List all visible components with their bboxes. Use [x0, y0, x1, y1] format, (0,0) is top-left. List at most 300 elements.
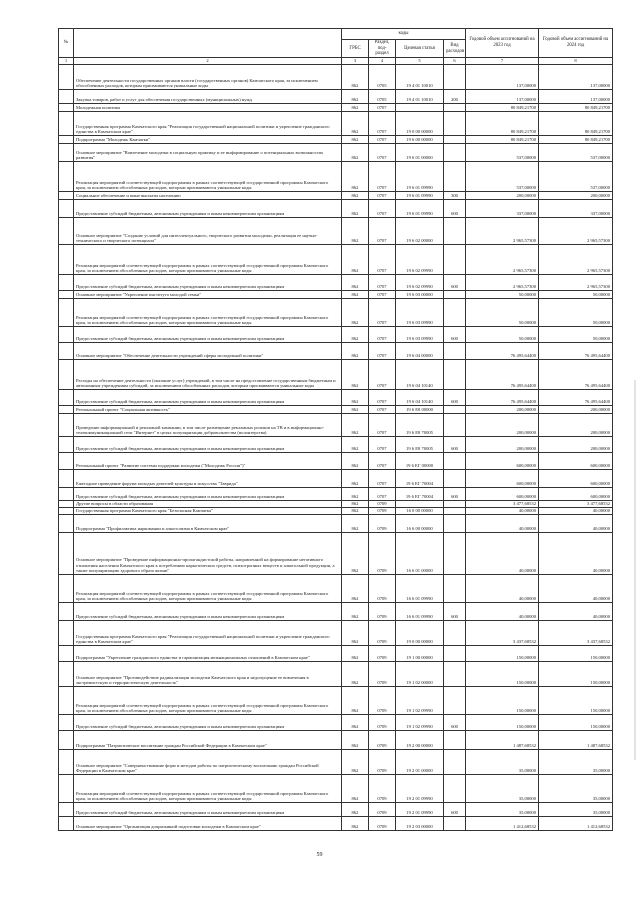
- row-target-cell: 19 6 04 00000: [396, 343, 444, 360]
- row-target-cell: 19 2 01 00000: [396, 750, 444, 775]
- row-kind-cell: 300: [444, 192, 466, 200]
- row-number-cell: [59, 299, 74, 327]
- row-sum-2024-cell: 600,00000: [539, 488, 613, 501]
- table-row: [59, 275, 613, 291]
- table-row: [59, 453, 613, 470]
- row-name-cell: Основное мероприятие "Организация допризывной подготовки молодежи в Камчатском крае": [74, 817, 342, 831]
- row-number-cell: [59, 662, 74, 687]
- row-sum-2023-cell: 200,00000: [466, 406, 539, 414]
- col-grbs-header: ГРБС: [342, 40, 369, 58]
- row-target-cell: 19 2 01 09990: [396, 775, 444, 803]
- row-kind-cell: [444, 112, 466, 136]
- row-sum-2024-cell: 3 477,68532: [539, 501, 613, 508]
- row-number-cell: [59, 437, 74, 453]
- row-sum-2023-cell: 50,00000: [466, 299, 539, 327]
- row-section-cell: 0707: [369, 360, 396, 390]
- table-row: [59, 192, 613, 200]
- row-grbs-cell: 862: [342, 750, 369, 775]
- row-sum-2024-cell: 40,00000: [539, 533, 613, 575]
- row-name-cell: Молодежная политика: [74, 104, 342, 112]
- row-target-cell: 19 6 Е8 70005: [396, 437, 444, 453]
- row-kind-cell: 600: [444, 327, 466, 343]
- table-row: [59, 646, 613, 662]
- row-sum-2024-cell: 137,00000: [539, 90, 613, 104]
- row-target-cell: 16 6 01 09990: [396, 575, 444, 603]
- row-sum-2023-cell: 137,00000: [466, 90, 539, 104]
- row-section-cell: 0707: [369, 218, 396, 245]
- row-number-cell: [59, 136, 74, 144]
- row-sum-2024-cell: 40,00000: [539, 508, 613, 515]
- table-row: [59, 603, 613, 621]
- row-sum-2024-cell: 40,00000: [539, 575, 613, 603]
- row-sum-2024-cell: 2 965,57300: [539, 245, 613, 275]
- row-kind-cell: [444, 291, 466, 299]
- row-number-cell: [59, 343, 74, 360]
- table-row: [59, 501, 613, 508]
- row-grbs-cell: 862: [342, 687, 369, 715]
- table-row: [59, 390, 613, 406]
- row-sum-2023-cell: 3 437,68532: [466, 621, 539, 646]
- row-sum-2023-cell: 76 495,64400: [466, 390, 539, 406]
- col-number: 1: [59, 58, 74, 65]
- row-target-cell: 19 2 00 00000: [396, 731, 444, 750]
- table-row: [59, 136, 613, 144]
- row-sum-2024-cell: 600,00000: [539, 470, 613, 488]
- row-grbs-cell: 862: [342, 200, 369, 218]
- row-name-cell: Основное мероприятие "Создание условий для интеллектуального, творческого развития молодежи, реализация ее научно-технического и творческого потенциала": [74, 218, 342, 245]
- row-sum-2024-cell: 40,00000: [539, 603, 613, 621]
- row-target-cell: 19 6 02 09990: [396, 275, 444, 291]
- row-name-cell: Региональный проект "Социальная активность": [74, 406, 342, 414]
- row-grbs-cell: 862: [342, 575, 369, 603]
- table-row: [59, 200, 613, 218]
- row-kind-cell: [444, 515, 466, 533]
- row-sum-2024-cell: 1 487,68532: [539, 731, 613, 750]
- row-grbs-cell: 862: [342, 90, 369, 104]
- row-kind-cell: 600: [444, 603, 466, 621]
- row-sum-2023-cell: 1 412,68532: [466, 817, 539, 831]
- row-sum-2023-cell: 3 477,68532: [466, 501, 539, 508]
- row-grbs-cell: 862: [342, 162, 369, 192]
- table-row: [59, 144, 613, 162]
- row-grbs-cell: 862: [342, 192, 369, 200]
- row-target-cell: 16 6 00 00000: [396, 515, 444, 533]
- row-name-cell: Предоставление субсидий бюджетным, автономным учреждениям и иным некоммерческим организациям: [74, 437, 342, 453]
- row-sum-2024-cell: 200,00000: [539, 414, 613, 437]
- row-name-cell: Государственная программа Камчатского края "Безопасная Камчатка": [74, 508, 342, 515]
- row-number-cell: [59, 488, 74, 501]
- row-target-cell: [396, 104, 444, 112]
- row-sum-2023-cell: 150,00000: [466, 646, 539, 662]
- row-number-cell: [59, 687, 74, 715]
- row-kind-cell: [444, 646, 466, 662]
- row-target-cell: 19 2 03 00000: [396, 817, 444, 831]
- col-2023-header: Годовой объем ассигнований на 2023 год: [466, 29, 539, 58]
- row-sum-2024-cell: 80 849,21700: [539, 136, 613, 144]
- row-sum-2023-cell: 40,00000: [466, 575, 539, 603]
- row-sum-2023-cell: 80 849,21700: [466, 112, 539, 136]
- row-number-cell: [59, 192, 74, 200]
- col-num-header: №: [59, 29, 74, 58]
- col-target-header: Целевая статья: [396, 40, 444, 58]
- row-kind-cell: [444, 501, 466, 508]
- row-sum-2023-cell: 50,00000: [466, 327, 539, 343]
- row-name-cell: Предоставление субсидий бюджетным, автономным учреждениям и иным некоммерческим организациям: [74, 200, 342, 218]
- row-number-cell: [59, 291, 74, 299]
- row-sum-2024-cell: 50,00000: [539, 299, 613, 327]
- budget-table: [58, 28, 613, 831]
- row-name-cell: Предоставление субсидий бюджетным, автономным учреждениям и иным некоммерческим организациям: [74, 715, 342, 731]
- row-target-cell: 19 6 04 10140: [396, 390, 444, 406]
- row-section-cell: 0709: [369, 621, 396, 646]
- row-target-cell: 19 6 ЕГ 70004: [396, 488, 444, 501]
- row-grbs-cell: 862: [342, 662, 369, 687]
- row-name-cell: Основное мероприятие "Противодействие радикализации молодежи Камчатского края и недопущение ее вовлечения в экстремистскую и террористическую деятельность": [74, 662, 342, 687]
- row-sum-2023-cell: 600,00000: [466, 488, 539, 501]
- row-grbs-cell: 862: [342, 291, 369, 299]
- table-row: [59, 803, 613, 817]
- row-kind-cell: [444, 470, 466, 488]
- table-row: [59, 291, 613, 299]
- row-kind-cell: [444, 621, 466, 646]
- row-grbs-cell: 862: [342, 406, 369, 414]
- row-sum-2023-cell: 35,00000: [466, 750, 539, 775]
- document-page: [58, 28, 612, 831]
- row-number-cell: [59, 646, 74, 662]
- row-number-cell: [59, 218, 74, 245]
- row-sum-2023-cell: 600,00000: [466, 470, 539, 488]
- row-number-cell: [59, 162, 74, 192]
- row-kind-cell: [444, 343, 466, 360]
- row-target-cell: 19 6 Е8 00000: [396, 406, 444, 414]
- row-target-cell: 19 6 03 00000: [396, 291, 444, 299]
- row-number-cell: [59, 715, 74, 731]
- row-grbs-cell: 862: [342, 360, 369, 390]
- row-number-cell: [59, 390, 74, 406]
- row-section-cell: 0707: [369, 343, 396, 360]
- row-section-cell: 0707: [369, 200, 396, 218]
- table-row: [59, 817, 613, 831]
- row-kind-cell: 600: [444, 390, 466, 406]
- table-row: [59, 414, 613, 437]
- table-row: [59, 515, 613, 533]
- row-section-cell: 0707: [369, 470, 396, 488]
- row-number-cell: [59, 104, 74, 112]
- row-name-cell: Ежегодное проведение форума молодых деятелей культуры и искусства "Таврида": [74, 470, 342, 488]
- row-section-cell: 0707: [369, 327, 396, 343]
- row-sum-2023-cell: 40,00000: [466, 515, 539, 533]
- row-section-cell: 0709: [369, 803, 396, 817]
- row-kind-cell: [444, 508, 466, 515]
- row-grbs-cell: 862: [342, 715, 369, 731]
- col-number: 5: [396, 58, 444, 65]
- row-target-cell: 19 6 01 09990: [396, 200, 444, 218]
- row-number-cell: [59, 453, 74, 470]
- row-section-cell: 0707: [369, 275, 396, 291]
- row-kind-cell: [444, 104, 466, 112]
- row-sum-2024-cell: 150,00000: [539, 662, 613, 687]
- row-grbs-cell: 862: [342, 508, 369, 515]
- row-section-cell: 0707: [369, 104, 396, 112]
- row-number-cell: [59, 414, 74, 437]
- row-name-cell: Основное мероприятие "Проведение информационно-пропагандистской работы, направленной на формирование негативного отношения населения Камчатского края к потреблению наркотических средств, психотропных веществ и алкогольной продукции, а также популяризацию здорового образа жизни": [74, 533, 342, 575]
- row-number-cell: [59, 603, 74, 621]
- row-section-cell: 0709: [369, 662, 396, 687]
- row-sum-2023-cell: 200,00000: [466, 414, 539, 437]
- row-sum-2024-cell: 35,00000: [539, 803, 613, 817]
- row-target-cell: 19 4 01 10010: [396, 65, 444, 90]
- col-number: 6: [444, 58, 466, 65]
- row-sum-2023-cell: 40,00000: [466, 533, 539, 575]
- col-section-header: Раздел, под-раздел: [369, 40, 396, 58]
- row-grbs-cell: 862: [342, 470, 369, 488]
- row-target-cell: 19 1 02 09990: [396, 715, 444, 731]
- row-section-cell: 0705: [369, 65, 396, 90]
- row-sum-2023-cell: 600,00000: [466, 453, 539, 470]
- row-kind-cell: [444, 817, 466, 831]
- row-grbs-cell: 862: [342, 453, 369, 470]
- row-name-cell: Реализация мероприятий соответствующей подпрограммы в рамках соответствующей государственной программы Камчатского края, за исключением обособленных расходов, которым присваиваются уникальные коды: [74, 687, 342, 715]
- row-name-cell: Основное мероприятие "Обеспечение деятельности учреждений сферы молодежной политики": [74, 343, 342, 360]
- table-row: [59, 715, 613, 731]
- row-grbs-cell: 862: [342, 299, 369, 327]
- row-sum-2024-cell: 2 965,57300: [539, 275, 613, 291]
- row-number-cell: [59, 750, 74, 775]
- row-target-cell: 19 1 02 00000: [396, 662, 444, 687]
- row-section-cell: 0707: [369, 162, 396, 192]
- row-name-cell: Государственная программа Камчатского края "Реализация государственной национальной политики и укрепление гражданского единства в Камчатском крае": [74, 621, 342, 646]
- row-sum-2024-cell: 1 412,68532: [539, 817, 613, 831]
- table-row: [59, 218, 613, 245]
- row-target-cell: 19 1 02 09990: [396, 687, 444, 715]
- row-sum-2023-cell: 50,00000: [466, 291, 539, 299]
- row-name-cell: Подпрограмма "Профилактика наркомании и алкоголизма в Камчатском крае": [74, 515, 342, 533]
- row-sum-2023-cell: 150,00000: [466, 715, 539, 731]
- row-section-cell: 0709: [369, 508, 396, 515]
- row-target-cell: 19 6 00 00000: [396, 136, 444, 144]
- row-name-cell: Предоставление субсидий бюджетным, автономным учреждениям и иным некоммерческим организациям: [74, 390, 342, 406]
- row-sum-2024-cell: 600,00000: [539, 453, 613, 470]
- col-2024-header: Годовой объем ассигнований на 2024 год: [539, 29, 613, 58]
- row-number-cell: [59, 245, 74, 275]
- row-sum-2023-cell: 200,00000: [466, 437, 539, 453]
- row-grbs-cell: 862: [342, 104, 369, 112]
- row-name-cell: Основное мероприятие "Укрепление института молодой семьи": [74, 291, 342, 299]
- row-section-cell: 0709: [369, 775, 396, 803]
- row-grbs-cell: 862: [342, 803, 369, 817]
- row-number-cell: [59, 508, 74, 515]
- row-sum-2023-cell: 537,00000: [466, 144, 539, 162]
- row-sum-2024-cell: 200,00000: [539, 406, 613, 414]
- row-grbs-cell: 862: [342, 390, 369, 406]
- row-sum-2024-cell: 337,00000: [539, 200, 613, 218]
- row-number-cell: [59, 515, 74, 533]
- table-row: [59, 437, 613, 453]
- row-section-cell: 0707: [369, 390, 396, 406]
- row-section-cell: 0707: [369, 437, 396, 453]
- codes-header: коды: [342, 29, 466, 40]
- table-row: [59, 488, 613, 501]
- row-grbs-cell: 862: [342, 775, 369, 803]
- table-row: [59, 575, 613, 603]
- row-kind-cell: [444, 731, 466, 750]
- row-section-cell: 0709: [369, 731, 396, 750]
- row-sum-2023-cell: 150,00000: [466, 687, 539, 715]
- row-number-cell: [59, 803, 74, 817]
- row-section-cell: 0707: [369, 112, 396, 136]
- row-kind-cell: [444, 687, 466, 715]
- row-name-cell: Закупка товаров, работ и услуг для обеспечения государственных (муниципальных) нужд: [74, 90, 342, 104]
- row-number-cell: [59, 360, 74, 390]
- column-numbers-row: [59, 58, 613, 65]
- row-section-cell: 0707: [369, 406, 396, 414]
- row-section-cell: 0707: [369, 291, 396, 299]
- row-grbs-cell: 862: [342, 275, 369, 291]
- row-name-cell: Реализация мероприятий соответствующей подпрограммы в рамках соответствующей государственной программы Камчатского края, за исключением обособленных расходов, которым присваиваются уникальные коды: [74, 575, 342, 603]
- row-section-cell: 0709: [369, 715, 396, 731]
- row-kind-cell: 600: [444, 803, 466, 817]
- row-section-cell: 0709: [369, 750, 396, 775]
- row-number-cell: [59, 731, 74, 750]
- row-name-cell: Подпрограмма "Укрепление гражданского единства и гармонизация межнациональных отношений в Камчатском крае": [74, 646, 342, 662]
- row-kind-cell: [444, 662, 466, 687]
- row-sum-2023-cell: 1 487,68532: [466, 731, 539, 750]
- row-grbs-cell: 862: [342, 488, 369, 501]
- table-row: [59, 104, 613, 112]
- row-sum-2024-cell: 35,00000: [539, 750, 613, 775]
- row-kind-cell: [444, 245, 466, 275]
- table-row: [59, 90, 613, 104]
- row-sum-2023-cell: 2 965,57300: [466, 275, 539, 291]
- row-grbs-cell: 862: [342, 65, 369, 90]
- col-kind-header: Вид расходов: [444, 40, 466, 58]
- row-section-cell: 0707: [369, 144, 396, 162]
- row-sum-2023-cell: 337,00000: [466, 200, 539, 218]
- row-number-cell: [59, 621, 74, 646]
- row-sum-2023-cell: 80 849,21700: [466, 104, 539, 112]
- table-row: [59, 360, 613, 390]
- row-number-cell: [59, 533, 74, 575]
- row-number-cell: [59, 470, 74, 488]
- row-number-cell: [59, 200, 74, 218]
- row-kind-cell: [444, 360, 466, 390]
- row-target-cell: 19 0 00 00000: [396, 112, 444, 136]
- row-target-cell: 19 6 01 00000: [396, 144, 444, 162]
- row-target-cell: 19 6 Е8 70005: [396, 414, 444, 437]
- table-body: [59, 65, 613, 831]
- row-grbs-cell: 862: [342, 144, 369, 162]
- row-sum-2024-cell: 2 965,57300: [539, 218, 613, 245]
- row-grbs-cell: 862: [342, 501, 369, 508]
- row-name-cell: Подпрограмма "Молодежь Камчатки": [74, 136, 342, 144]
- row-grbs-cell: 862: [342, 515, 369, 533]
- row-sum-2024-cell: 200,00000: [539, 192, 613, 200]
- row-sum-2023-cell: 137,00000: [466, 65, 539, 90]
- row-kind-cell: [444, 218, 466, 245]
- row-number-cell: [59, 112, 74, 136]
- row-grbs-cell: 862: [342, 343, 369, 360]
- row-number-cell: [59, 275, 74, 291]
- table-row: [59, 245, 613, 275]
- row-sum-2023-cell: 35,00000: [466, 775, 539, 803]
- row-name-cell: Обеспечение деятельности государственных органов власти (государственных органов) Камчатского края, за исключением обособленных расходов, которым присваиваются уникальные коды: [74, 65, 342, 90]
- row-kind-cell: [444, 775, 466, 803]
- table-row: [59, 621, 613, 646]
- table-row: [59, 508, 613, 515]
- row-target-cell: 19 6 04 10140: [396, 360, 444, 390]
- row-sum-2024-cell: 137,00000: [539, 65, 613, 90]
- row-section-cell: 0707: [369, 245, 396, 275]
- row-section-cell: 0709: [369, 515, 396, 533]
- row-kind-cell: [444, 414, 466, 437]
- row-sum-2023-cell: 2 965,57300: [466, 245, 539, 275]
- row-target-cell: 19 6 01 09990: [396, 162, 444, 192]
- row-target-cell: 16 0 00 00000: [396, 508, 444, 515]
- row-name-cell: Социальное обеспечение и иные выплаты населению: [74, 192, 342, 200]
- row-name-cell: Другие вопросы в области образования: [74, 501, 342, 508]
- col-number: 4: [369, 58, 396, 65]
- row-grbs-cell: 862: [342, 112, 369, 136]
- table-row: [59, 112, 613, 136]
- row-sum-2024-cell: 80 849,21700: [539, 112, 613, 136]
- table-row: [59, 406, 613, 414]
- row-grbs-cell: 862: [342, 327, 369, 343]
- row-name-cell: Предоставление субсидий бюджетным, автономным учреждениям и иным некоммерческим организациям: [74, 327, 342, 343]
- row-kind-cell: 600: [444, 488, 466, 501]
- row-target-cell: 19 6 03 09990: [396, 299, 444, 327]
- row-target-cell: 19 0 00 00000: [396, 621, 444, 646]
- table-row: [59, 327, 613, 343]
- table-row: [59, 470, 613, 488]
- row-sum-2024-cell: 50,00000: [539, 291, 613, 299]
- row-sum-2023-cell: 76 495,64400: [466, 343, 539, 360]
- row-sum-2024-cell: 200,00000: [539, 437, 613, 453]
- row-grbs-cell: 862: [342, 414, 369, 437]
- row-section-cell: 0705: [369, 90, 396, 104]
- row-number-cell: [59, 817, 74, 831]
- row-grbs-cell: 862: [342, 245, 369, 275]
- row-name-cell: Реализация мероприятий соответствующей подпрограммы в рамках соответствующей государственной программы Камчатского края, за исключением обособленных расходов, которым присваиваются уникальные коды: [74, 775, 342, 803]
- row-kind-cell: 600: [444, 275, 466, 291]
- row-section-cell: 0707: [369, 488, 396, 501]
- row-name-cell: Расходы на обеспечение деятельности (оказание услуг) учреждений, в том числе на предоставление государственным бюджетным и автономным учреждениям субсидий, за исключением обособленных расходов, которым присваиваются уникальные коды: [74, 360, 342, 390]
- row-target-cell: 19 1 00 00000: [396, 646, 444, 662]
- row-grbs-cell: 862: [342, 621, 369, 646]
- row-grbs-cell: 862: [342, 731, 369, 750]
- row-sum-2024-cell: 76 495,64400: [539, 390, 613, 406]
- table-row: [59, 775, 613, 803]
- row-kind-cell: 600: [444, 437, 466, 453]
- row-target-cell: 19 6 03 09990: [396, 327, 444, 343]
- row-grbs-cell: 862: [342, 603, 369, 621]
- row-target-cell: 19 6 02 00000: [396, 218, 444, 245]
- row-sum-2023-cell: 35,00000: [466, 803, 539, 817]
- table-row: [59, 65, 613, 90]
- row-grbs-cell: 862: [342, 817, 369, 831]
- row-name-cell: Реализация мероприятий соответствующей подпрограммы в рамках соответствующей государственной программы Камчатского края, за исключением обособленных расходов, которым присваиваются уникальные коды: [74, 162, 342, 192]
- row-section-cell: 0709: [369, 817, 396, 831]
- row-sum-2024-cell: 150,00000: [539, 687, 613, 715]
- row-grbs-cell: 862: [342, 437, 369, 453]
- row-target-cell: 19 2 01 09990: [396, 803, 444, 817]
- row-grbs-cell: 862: [342, 136, 369, 144]
- row-sum-2023-cell: 40,00000: [466, 603, 539, 621]
- row-target-cell: 19 6 01 09990: [396, 192, 444, 200]
- row-kind-cell: [444, 144, 466, 162]
- row-section-cell: 0707: [369, 453, 396, 470]
- row-number-cell: [59, 327, 74, 343]
- row-sum-2024-cell: 35,00000: [539, 775, 613, 803]
